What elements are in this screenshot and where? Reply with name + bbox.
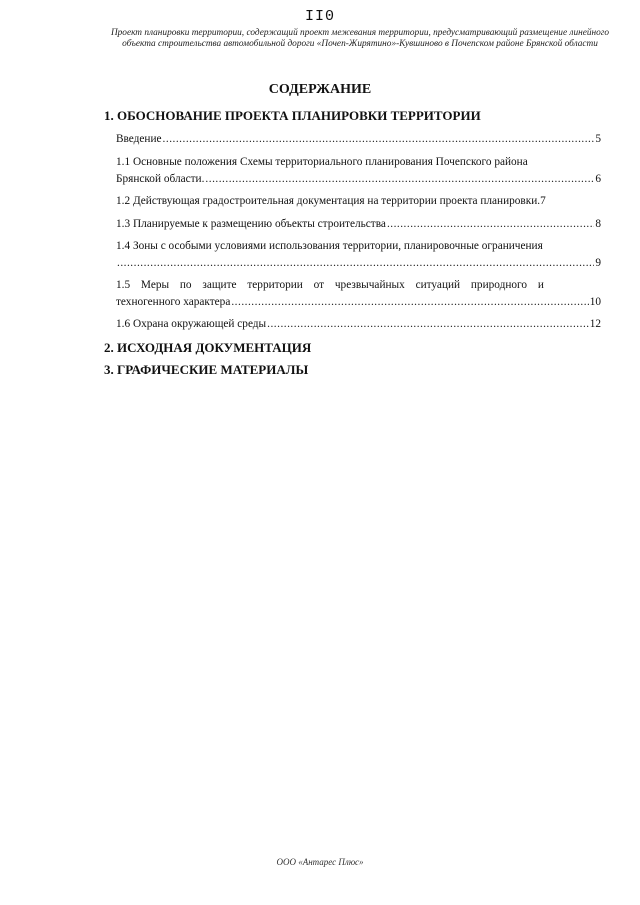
dot-leader — [231, 294, 588, 311]
toc-page-number: 5 — [595, 133, 601, 145]
toc-word: территории — [247, 279, 303, 291]
toc-page-number: 8 — [595, 218, 601, 230]
project-header: Проект планировки территории, содержащий проект межевания территории, предусматривающий размещение линейного объекта строительства автомобильной дороги «Почеп-Жирятино»-Кувшиново в Почепском районе Брянской области — [110, 28, 610, 49]
toc-entry-1-4[interactable] — [116, 238, 601, 272]
toc-word: 1.5 — [116, 279, 131, 291]
toc-word: по — [179, 279, 192, 291]
toc-section-3[interactable]: 3. ГРАФИЧЕСКИЕ МАТЕРИАЛЫ — [104, 362, 309, 377]
toc-word: Меры — [140, 279, 170, 291]
document-code: II0 — [304, 8, 335, 25]
toc-entry-text-cont: Брянской области. — [116, 173, 205, 185]
toc-entry-text-cont: техногенного характера — [116, 296, 231, 308]
toc-entry-1-2[interactable] — [116, 193, 601, 210]
toc-section-1[interactable]: 1. ОБОСНОВАНИЕ ПРОЕКТА ПЛАНИРОВКИ ТЕРРИТОРИИ — [104, 108, 481, 123]
toc-word: от — [313, 279, 325, 291]
toc-entry-text: 1.4 Зоны с особыми условиями использования территории, планировочные ограничения — [116, 240, 543, 252]
dot-leader — [163, 131, 595, 148]
toc-page-number: 9 — [595, 257, 601, 269]
toc-word: ситуаций — [415, 279, 461, 291]
dot-leader — [387, 216, 594, 233]
toc-entry-text: 1.1 Основные положения Схемы территориального планирования Почепского района — [116, 156, 528, 168]
dot-leader — [117, 255, 594, 272]
page-footer: ООО «Антарес Плюс» — [276, 857, 364, 867]
toc-entry-text: 1.6 Охрана окружающей среды — [116, 318, 267, 330]
toc-title: СОДЕРЖАНИЕ — [268, 82, 372, 97]
toc-entry-text: 1.3 Планируемые к размещению объекты строительства — [116, 218, 386, 230]
toc-word: и — [537, 279, 544, 291]
toc-section-2[interactable]: 2. ИСХОДНАЯ ДОКУМЕНТАЦИЯ — [104, 340, 312, 355]
toc-word: защите — [202, 279, 237, 291]
toc-entry-1-5[interactable] — [116, 277, 601, 311]
toc-entry-1-3[interactable] — [116, 216, 601, 233]
toc-entry-text: 1.2 Действующая градостроительная документация на территории проекта планировки. — [116, 195, 541, 207]
toc-entry-1-6[interactable] — [116, 316, 601, 333]
dot-leader — [205, 171, 594, 188]
toc-entry-introduction[interactable] — [116, 131, 601, 148]
dot-leader — [267, 316, 589, 333]
toc-page-number: 6 — [595, 173, 601, 185]
toc-page-number: 7 — [540, 195, 546, 207]
toc-entry-text: Введение — [116, 133, 162, 145]
toc-word: чрезвычайных — [334, 279, 405, 291]
toc-page-number: 10 — [589, 296, 601, 308]
toc-word: природного — [470, 279, 528, 291]
toc-page-number: 12 — [589, 318, 601, 330]
toc-entry-text — [116, 277, 544, 294]
toc-entry-1-1[interactable] — [116, 154, 601, 188]
